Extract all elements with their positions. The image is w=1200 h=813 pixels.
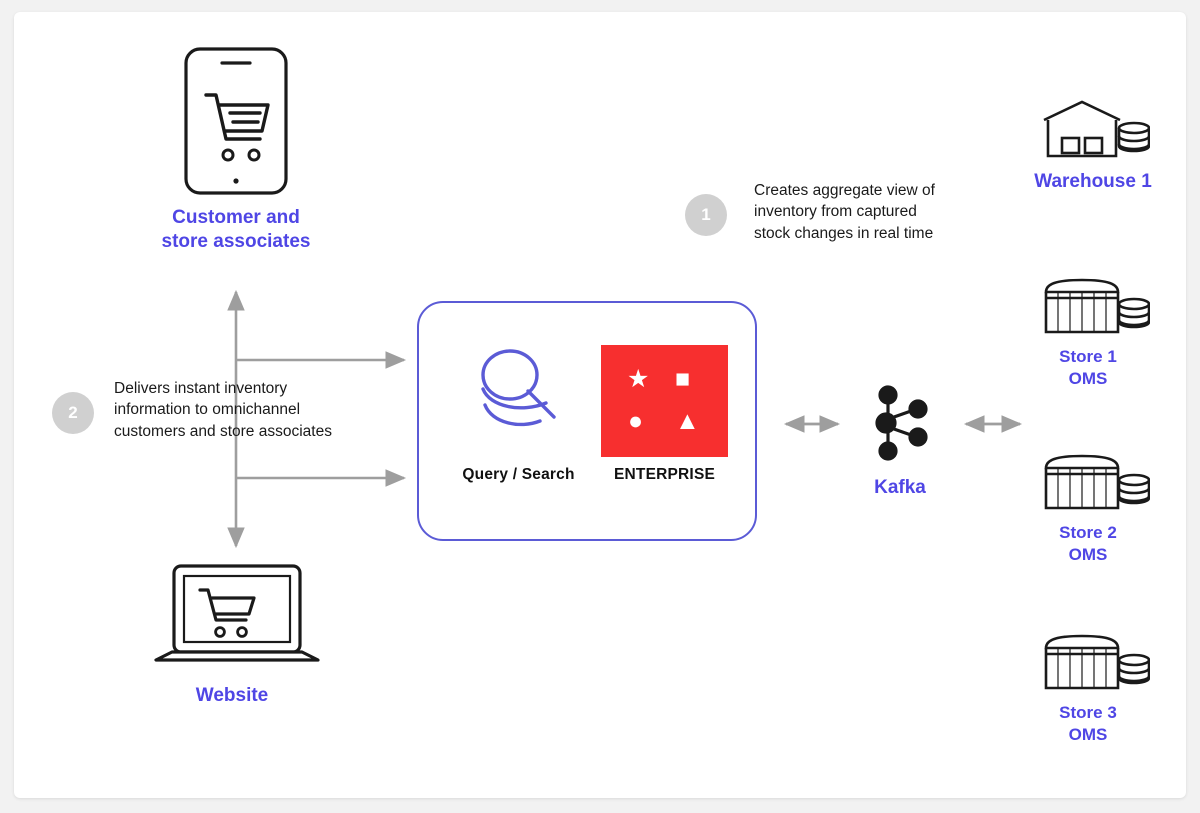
store3-label-line1: Store 3 bbox=[1059, 703, 1117, 722]
annotation-2-badge: 2 bbox=[52, 392, 94, 434]
customer-label bbox=[106, 206, 366, 255]
warehouse1-label: Warehouse 1 bbox=[1034, 171, 1152, 192]
website-laptop-icon bbox=[152, 560, 322, 670]
enterprise-glyph-triangle: ▲ bbox=[675, 407, 700, 435]
enterprise-glyph-star: ★ bbox=[627, 365, 650, 393]
annotation-1-line1: Creates aggregate view of bbox=[754, 182, 935, 199]
customer-label-line2: store associates bbox=[161, 231, 311, 253]
store3-database-icon bbox=[1038, 632, 1150, 696]
customer-label-line1: Customer and bbox=[172, 207, 300, 228]
annotation-2-text bbox=[114, 378, 382, 442]
store1-label bbox=[1000, 346, 1176, 390]
website-label: Website bbox=[195, 685, 269, 706]
magnifier-stack-icon bbox=[470, 345, 580, 450]
customer-phone-icon bbox=[180, 45, 292, 197]
enterprise-glyph-square: ■ bbox=[675, 365, 691, 393]
annotation-1-line2: inventory from captured bbox=[754, 203, 917, 221]
store2-label-line1: Store 2 bbox=[1059, 523, 1117, 542]
store3-label-line2: OMS bbox=[1068, 724, 1108, 744]
annotation-1-text bbox=[754, 180, 994, 244]
store2-database-icon bbox=[1038, 452, 1150, 516]
annotation-2-line2: information to omnichannel bbox=[114, 401, 301, 419]
enterprise-glyph-circle: ● bbox=[628, 407, 644, 435]
kafka-icon bbox=[864, 383, 936, 463]
store2-label-line2: OMS bbox=[1068, 544, 1108, 564]
enterprise-logo-icon bbox=[601, 345, 728, 457]
annotation-2-line1: Delivers instant inventory bbox=[114, 380, 288, 397]
store1-label-line2: OMS bbox=[1068, 368, 1108, 388]
store2-label bbox=[1000, 522, 1176, 566]
kafka-label: Kafka bbox=[874, 477, 926, 498]
annotation-2-line3: customers and store associates bbox=[114, 422, 332, 440]
query-search-caption: Query / Search bbox=[462, 466, 575, 483]
store3-label bbox=[1000, 702, 1176, 746]
store1-database-icon bbox=[1038, 276, 1150, 340]
enterprise-caption: ENTERPRISE bbox=[613, 466, 716, 483]
annotation-1-line3: stock changes in real time bbox=[754, 224, 934, 242]
warehouse-database-icon bbox=[1038, 98, 1150, 166]
annotation-1-badge: 1 bbox=[685, 194, 727, 236]
store1-label-line1: Store 1 bbox=[1059, 347, 1117, 366]
